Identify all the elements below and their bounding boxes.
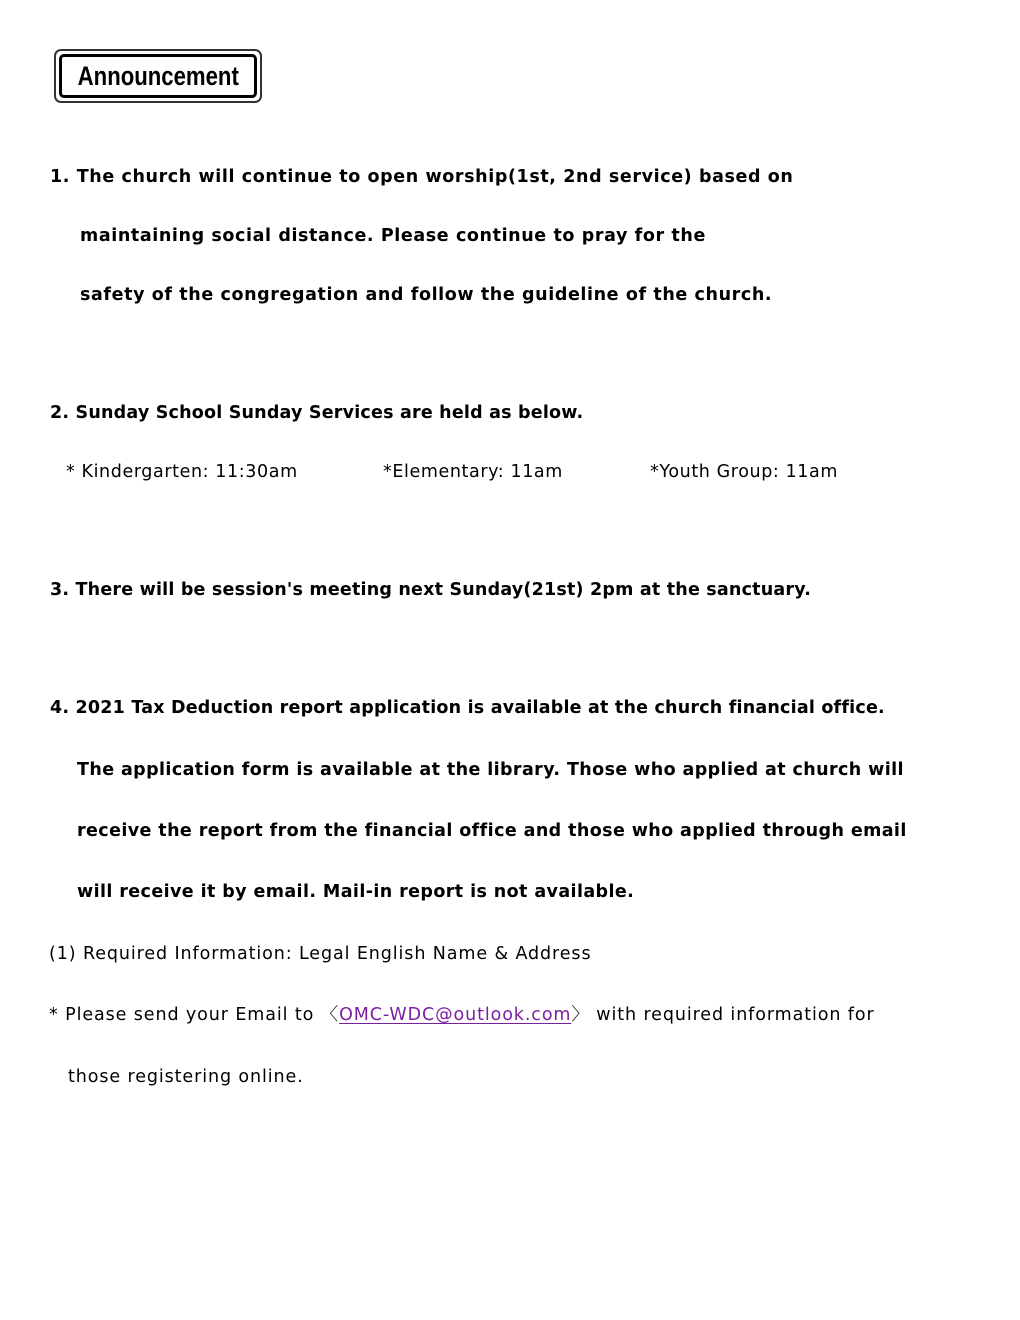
- email-note-suffix: 〉 with required information for: [571, 1005, 875, 1025]
- announcement-title-box: [54, 49, 262, 103]
- page-title: Announcement: [77, 60, 239, 91]
- schedule-elementary: *Elementary: 11am: [383, 462, 563, 482]
- required-information: (1) Required Information: Legal English Name & Address: [49, 944, 592, 964]
- item-4-line-3: receive the report from the financial office and those who applied through email: [77, 821, 907, 841]
- item-3-line-1: 3. There will be session's meeting next Sunday(21st) 2pm at the sanctuary.: [50, 580, 812, 600]
- schedule-kindergarten: * Kindergarten: 11:30am: [66, 462, 298, 482]
- schedule-youth-group: *Youth Group: 11am: [650, 462, 839, 482]
- item-2-heading: 2. Sunday School Sunday Services are held as below.: [50, 403, 584, 423]
- email-note: [49, 1004, 875, 1026]
- item-4-line-4: will receive it by email. Mail-in report is not available.: [77, 882, 635, 902]
- item-1-line-3: safety of the congregation and follow the guideline of the church.: [80, 285, 773, 305]
- item-4-line-1: 4. 2021 Tax Deduction report application is available at the church financial office.: [50, 698, 885, 718]
- announcement-title-frame: [59, 54, 257, 98]
- item-1-line-2: maintaining social distance. Please continue to pray for the: [80, 226, 706, 246]
- email-link[interactable]: OMC-WDC@outlook.com: [339, 1005, 572, 1025]
- email-note-continuation: those registering online.: [68, 1067, 304, 1087]
- item-4-line-2: The application form is available at the library. Those who applied at church will: [77, 760, 904, 780]
- email-note-prefix: * Please send your Email to 〈: [49, 1005, 340, 1025]
- item-1-line-1: 1. The church will continue to open worship(1st, 2nd service) based on: [50, 167, 794, 187]
